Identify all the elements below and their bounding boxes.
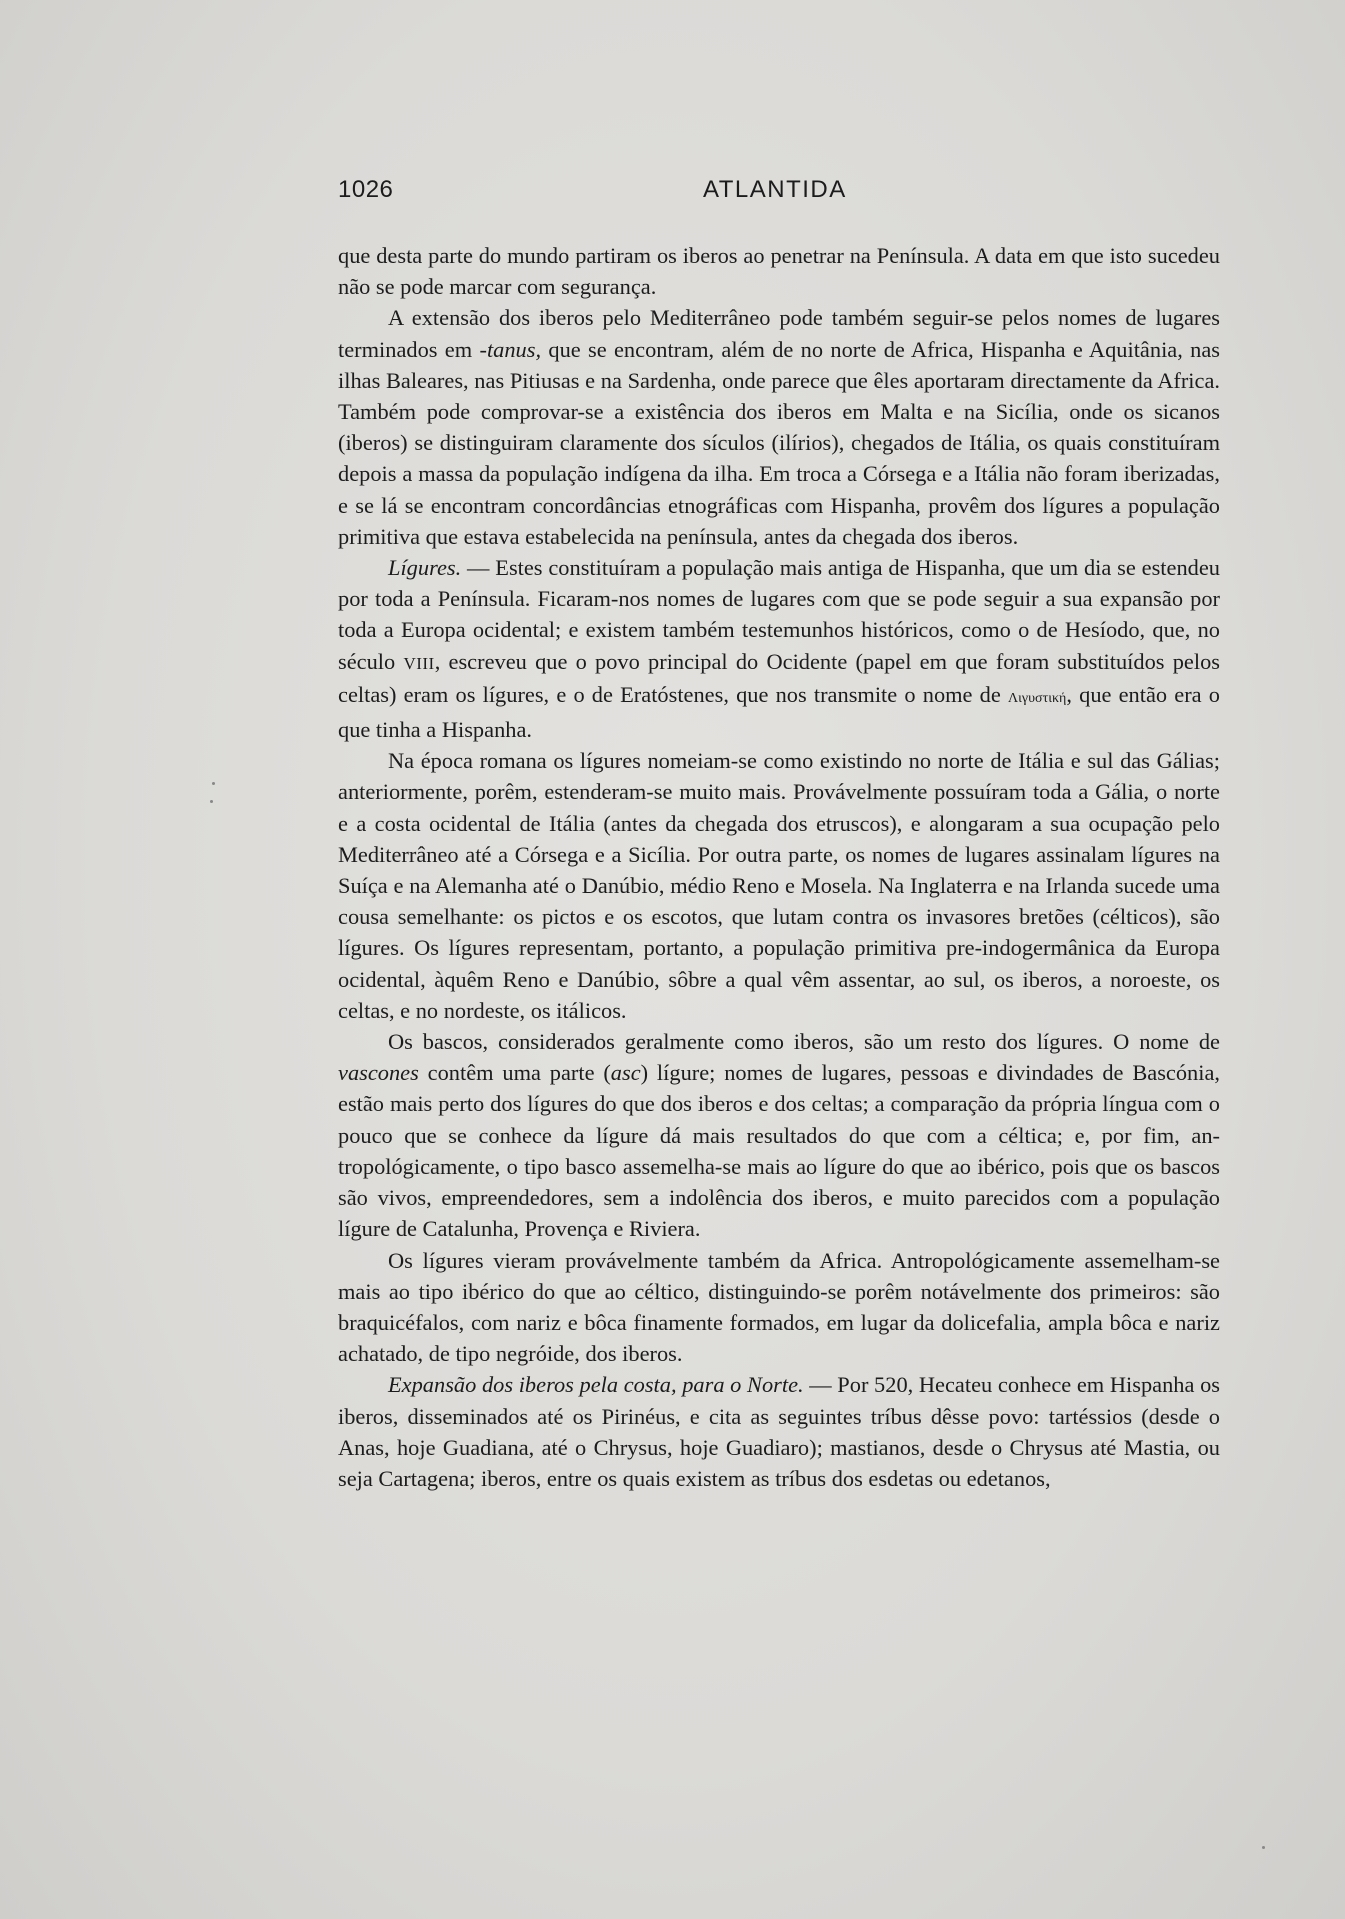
text-run: , escreveu que o povo principal do Ocidente (papel em que foram substituídos pelos celtas) eram os lígures, e o de Eratóstenes, que nos transmite o nome de (338, 648, 1220, 707)
greek-run: Λιγυστική (1007, 690, 1067, 706)
text-run: Na época romana os lígures nomeiam-se como existindo no norte de Itália e sul das Gálias; anteriormente, porêm, estenderam-se muito mais. Provávelmente possuíram toda a Gália, o norte e a costa ocidental de Itália (antes da chegada dos etruscos), e alongaram a sua ocupação pelo Mediterrâneo até a Córsega e a Sicília. Por outra parte, os nomes de lugares assinalam lígures na Suíça e na Alemanha até o Danúbio, médio Reno e Mosela. Na Inglaterra e na Irlanda sucede uma cousa semelhante: os pictos e os escotos, que lutam contra os invasores bretões (célticos), são lígures. Os lígures representam, portanto, a população primitiva pre-indogermânica da Europa ocidental, àquêm Reno e Danúbio, sôbre a qual vêm assentar, ao sul, os iberos, a noroeste, os celtas, e no nordeste, os itálicos. (338, 748, 1220, 1023)
text-run: , que então era o que tinha a Hispanha. (338, 681, 1220, 743)
italic-run: -tanus, (479, 336, 542, 362)
text-run: que se encontram, além de no norte de Africa, Hispanha e Aquitânia, nas ilhas Baleares, nas Pitiusas e na Sardenha, onde parece que êles aportaram directamente da Africa. Também pode comprovar-se a existência dos iberos em Malta e na Sicília, onde os sicanos (iberos) se distinguiram claramente dos sículos (ilírios), chegados de Itália, os quais constituíram depois a massa da população indígena da ilha. Em troca a Córsega e a Itália não foram iberizadas, e se lá se encontram concordâncias etnográficas com Hispanha, provêm dos lígures a população primitiva que estava estabelecida na península, antes da chegada dos iberos. (338, 336, 1220, 549)
paragraph-expansao (338, 1369, 1220, 1494)
italic-run: Expansão dos iberos pela costa, para o Norte. (388, 1372, 804, 1398)
running-title: ATLANTIDA (703, 176, 847, 203)
text-run: A extensão dos iberos pelo Mediterrâneo pode também seguir-se pelos nomes de lugares terminados em (338, 305, 1220, 362)
text-run: ) lígure; nomes de lugares, pessoas e divindades de Bascónia, estão mais perto dos lígures do que dos iberos e dos celtas; a comparação da própria língua com o pouco que se conhece da lígure dá mais resultados do que com a céltica; e, por fim, antropológicamente, o tipo basco assemelha-se mais ao lígure do que ao ibérico, pois que os bascos são vivos, empreendedores, sem a indolência dos iberos, e muito parecidos com a população lígure de Catalunha, Provença e Riviera. (338, 1060, 1220, 1242)
page-header (338, 172, 1220, 212)
italic-run: Lígures. (388, 555, 462, 581)
paragraph (338, 1245, 1220, 1370)
page-number: 1026 (338, 176, 394, 203)
text-run: Os bascos, considerados geralmente como iberos, são um resto dos lígures. O nome de (388, 1029, 1220, 1055)
paragraph (338, 745, 1220, 1026)
scan-speck (212, 782, 215, 785)
italic-run: vascones (338, 1060, 419, 1086)
body-text (338, 240, 1220, 1494)
italic-run: asc (610, 1060, 641, 1086)
scan-speck (1262, 1846, 1265, 1849)
text-run: Os lígures vieram provávelmente também da Africa. Antropológicamente assemelham-se mais ao tipo ibérico do que ao céltico, distinguindo-se porêm notávelmente dos primeiros: são braquicéfalos, com nariz e bôca finamente formados, em lugar da dolicefalia, ampla bôca e nariz achatado, de tipo negróide, dos iberos. (338, 1247, 1220, 1367)
scan-speck (210, 800, 213, 803)
paragraph (338, 1026, 1220, 1244)
smallcaps-run: VIII (403, 653, 435, 673)
text-run: — Por 520, Hecateu conhece em Hispanha os iberos, disseminados até os Pirinéus, e cita as seguintes tríbus dêsse povo: tartéssios (desde o Anas, hoje Guadiana, até o Chrysus, hoje Guadiaro); mastianos, desde o Chrysus até Mastia, ou seja Cartagena; iberos, entre os quais existem as tríbus dos esdetas ou edetanos, (338, 1372, 1220, 1491)
paragraph-ligures (338, 552, 1220, 745)
paragraph (338, 302, 1220, 552)
text-run: que desta parte do mundo partiram os iberos ao penetrar na Península. A data em que isto sucedeu não se pode marcar com segurança. (338, 243, 1220, 300)
text-run: contêm uma parte ( (418, 1060, 611, 1086)
paragraph (338, 240, 1220, 302)
text-run: — Estes constituíram a população mais antiga de Hispanha, que um dia se estendeu por toda a Península. Ficaram-nos nomes de lugares com que se pode seguir a sua expansão por toda a Europa ocidental; e existem também testemunhos históricos, como o de Hesíodo, que, no século (338, 555, 1220, 674)
